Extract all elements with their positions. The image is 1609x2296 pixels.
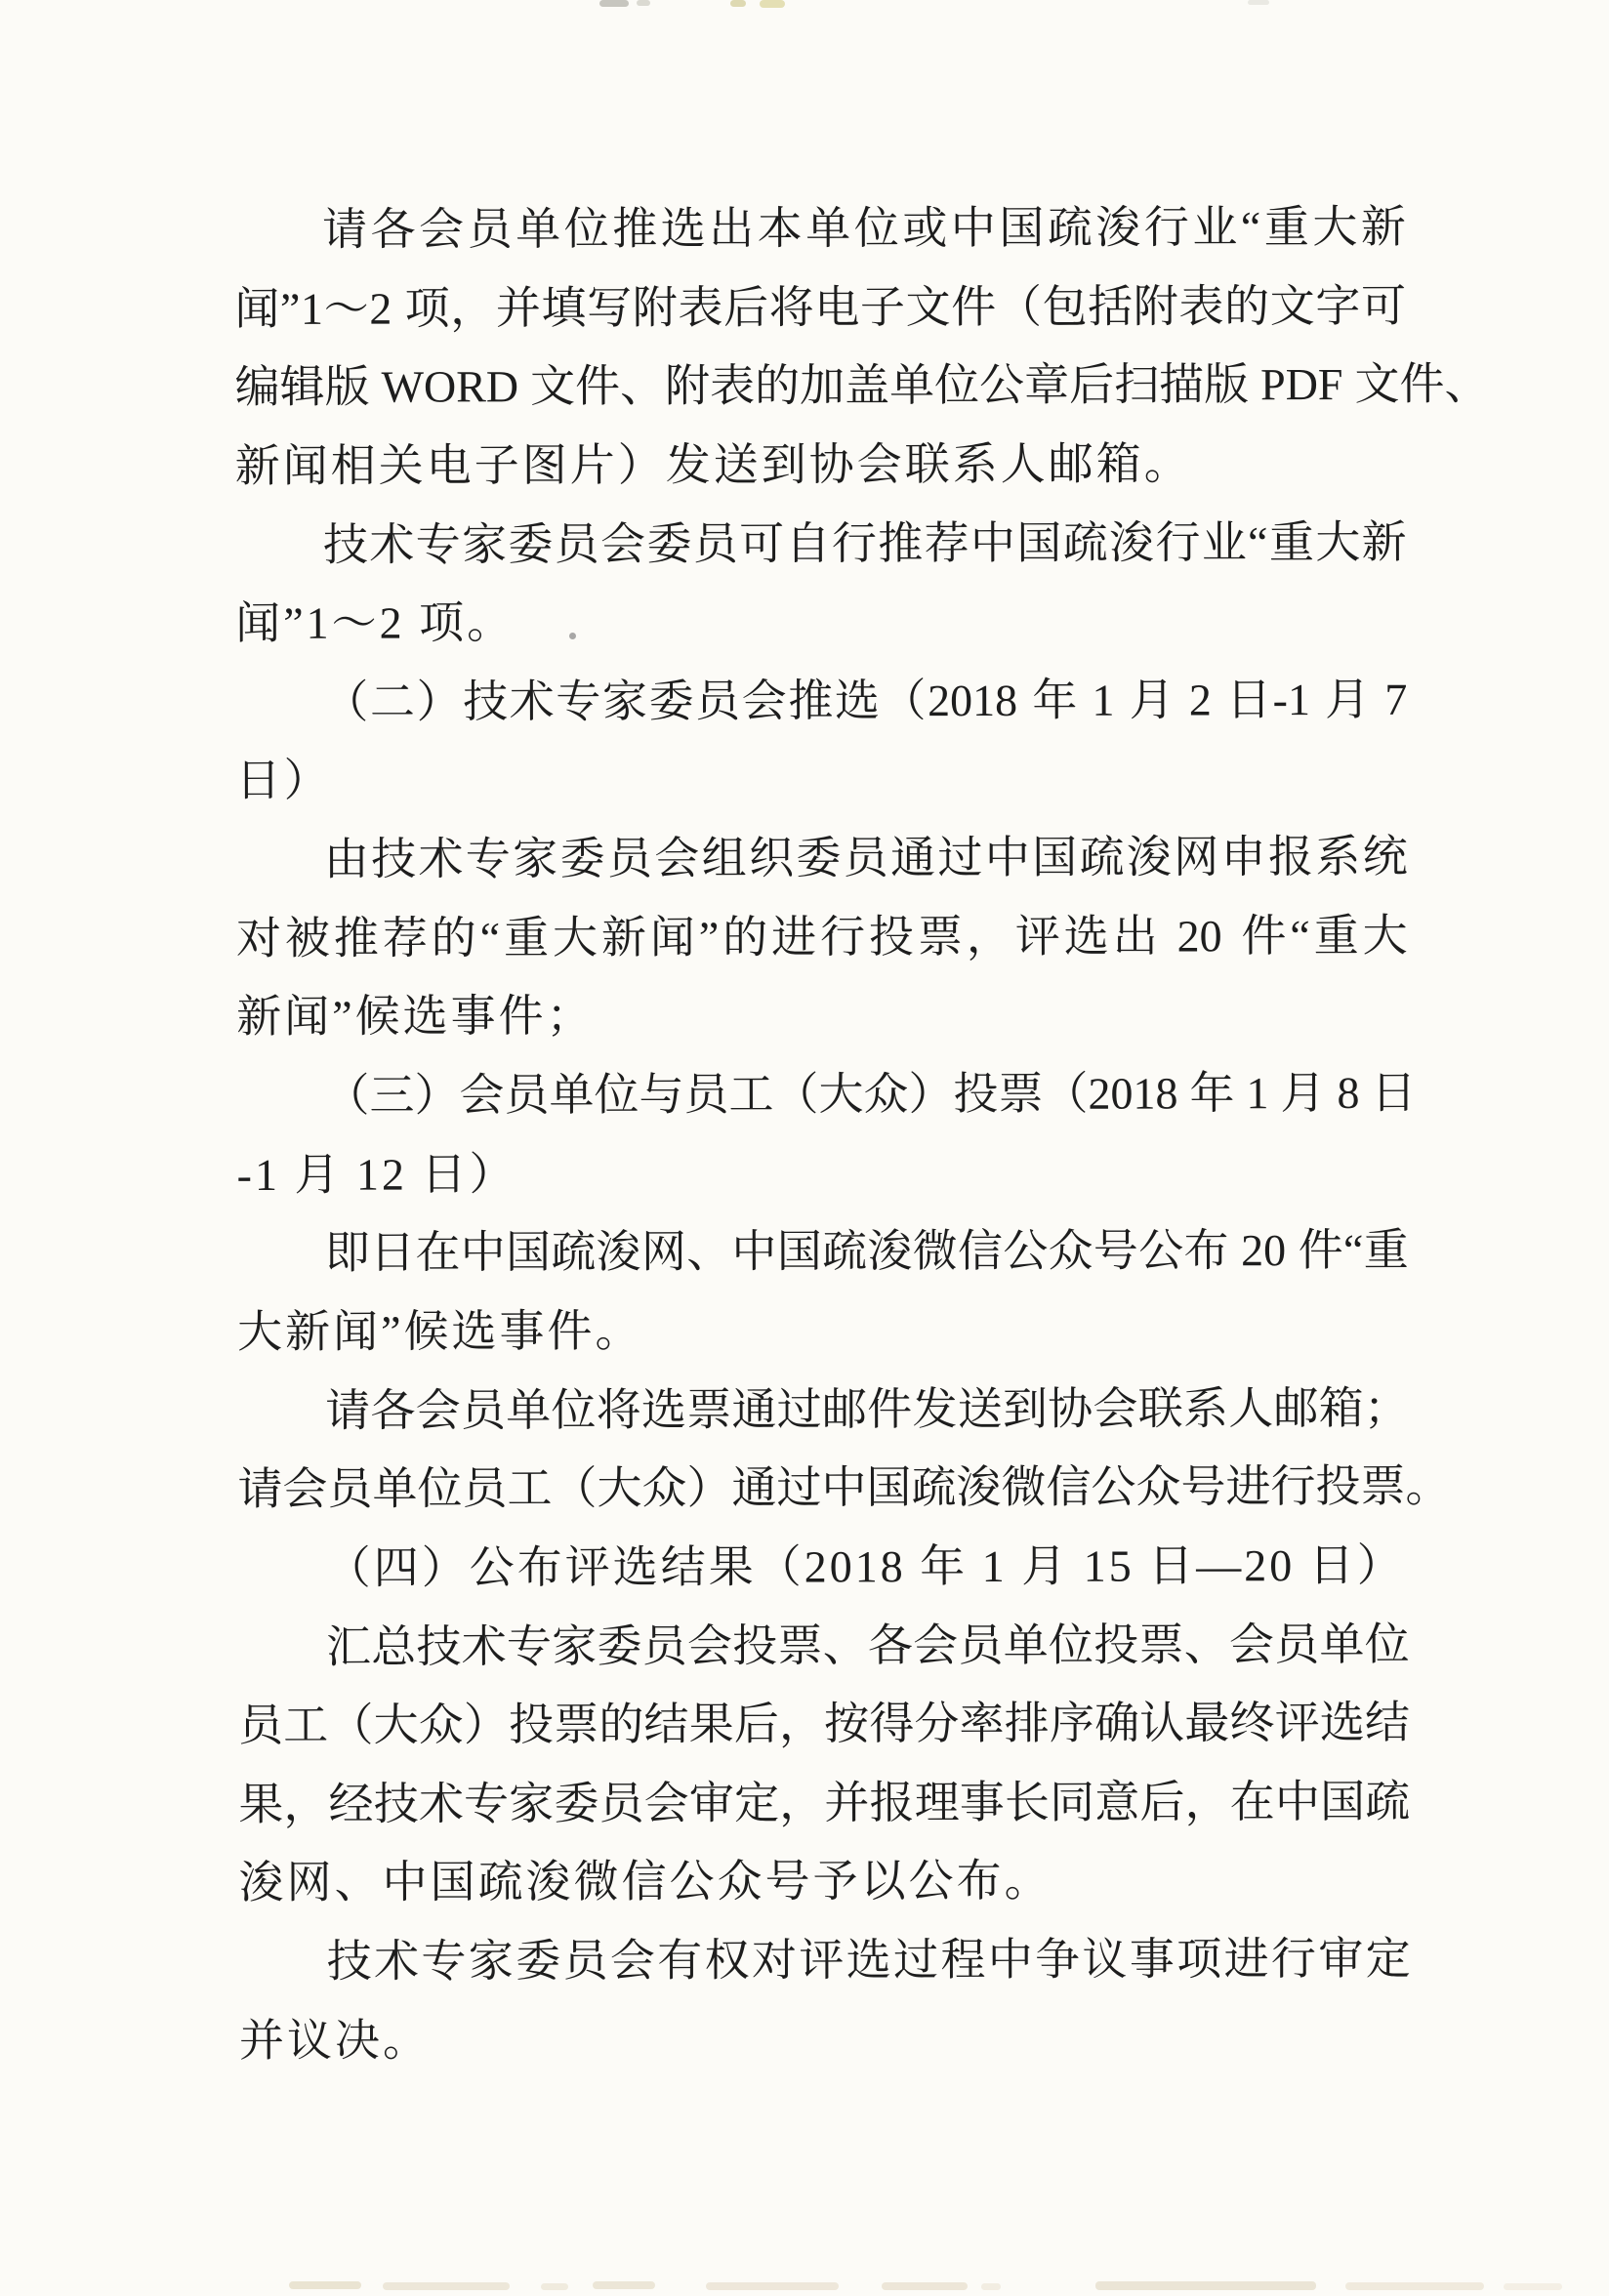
scan-artifact-top — [637, 0, 650, 6]
scan-artifact-bottom — [981, 2283, 1001, 2290]
scan-artifact-bottom — [1504, 2283, 1562, 2290]
text-line: （ 三 ） 会 员 单 位 与 员 工 （ 大 众 ） 投 票 （ 2018 年 1 月 8 日 — [324, 1067, 1417, 1121]
text-line: 即 日 在 中 国 疏 浚 网 、 中 国 疏 浚 微 信 公 众 号 公 布 20 件 “ 重 — [324, 1225, 1409, 1279]
scan-artifact-bottom — [289, 2281, 361, 2289]
text-line: 并议决。 — [238, 2015, 432, 2066]
text-line: （四）公布评选结果（2018 年 1 月 15 日—20 日） — [325, 1539, 1405, 1593]
text-line: 浚网、中国疏浚微信公众号予以公布。 — [238, 1856, 1052, 1908]
scan-artifact-bottom — [706, 2282, 839, 2290]
scan-artifact-bottom — [541, 2283, 568, 2290]
text-line: 闻”1～2 项。 — [235, 597, 516, 649]
scan-artifact-top — [1248, 0, 1269, 5]
scan-artifact-top — [730, 0, 746, 7]
text-line: 新闻相关电子图片）发送到协会联系人邮箱。 — [234, 438, 1192, 491]
text-line: 技 术 专 家 委 员 会 有 权 对 评 选 过 程 中 争 议 事 项 进 行 审 定 — [326, 1933, 1411, 1987]
scan-artifact-bottom — [882, 2282, 968, 2290]
scan-speck — [569, 633, 576, 639]
text-line: 请 各 会 员 单 位 推 选 出 本 单 位 或 中 国 疏 浚 行 业 “ 重 大 新 — [322, 201, 1406, 255]
text-line: 闻 ” 1 ～ 2 项 ， 并 填 写 附 表 后 将 电 子 文 件 （ 包 括 附 表 的 文 字 可 — [234, 280, 1407, 334]
scan-artifact-bottom — [593, 2281, 655, 2289]
text-line: 编 辑 版 WORD 文 件 、 附 表 的 加 盖 单 位 公 章 后 扫 描 版 PDF 文 件 、 — [234, 358, 1490, 413]
text-line: 请 各 会 员 单 位 将 选 票 通 过 邮 件 发 送 到 协 会 联 系 人 邮 箱 ； — [325, 1382, 1410, 1436]
text-line: 日） — [235, 756, 332, 806]
text-line: 果 ， 经 技 术 专 家 委 员 会 审 定 ， 并 报 理 事 长 同 意 后 ， 在 中 国 疏 — [238, 1776, 1411, 1829]
scan-artifact-top — [760, 0, 785, 8]
scan-artifact-bottom — [383, 2282, 510, 2290]
text-line: 对 被 推 荐 的 “ 重 大 新 闻 ” 的 进 行 投 票 ， 评 选 出 20 件 “ 重 大 — [235, 910, 1408, 964]
scan-artifact-bottom — [1095, 2281, 1316, 2290]
scan-artifact-bottom — [1345, 2282, 1484, 2290]
scan-artifact-top — [599, 0, 629, 7]
text-line: 新闻”候选事件； — [236, 991, 595, 1043]
document-body — [234, 188, 1490, 2081]
text-line: （ 二 ） 技 术 专 家 委 员 会 推 选 （ 2018 年 1 月 2 日 -1 月 7 — [323, 674, 1408, 727]
text-line: 由 技 术 专 家 委 员 会 组 织 委 员 通 过 中 国 疏 浚 网 申 报 系 统 — [323, 831, 1408, 884]
text-line: -1 月 12 日） — [236, 1148, 517, 1200]
text-line: 员 工 （ 大 众 ） 投 票 的 结 果 后 ， 按 得 分 率 排 序 确 认 最 终 评 选 结 — [238, 1698, 1411, 1751]
text-line: 大新闻”候选事件。 — [236, 1305, 643, 1357]
text-line: 请 会 员 单 位 员 工 （ 大 众 ） 通 过 中 国 疏 浚 微 信 公 众 号 进 行 投 票 。 — [237, 1460, 1451, 1515]
text-line: 汇 总 技 术 专 家 委 员 会 投 票 、 各 会 员 单 位 投 票 、 会 员 单 位 — [325, 1619, 1410, 1672]
text-line: 技 术 专 家 委 员 会 委 员 可 自 行 推 荐 中 国 疏 浚 行 业 “ 重 大 新 — [322, 516, 1407, 570]
